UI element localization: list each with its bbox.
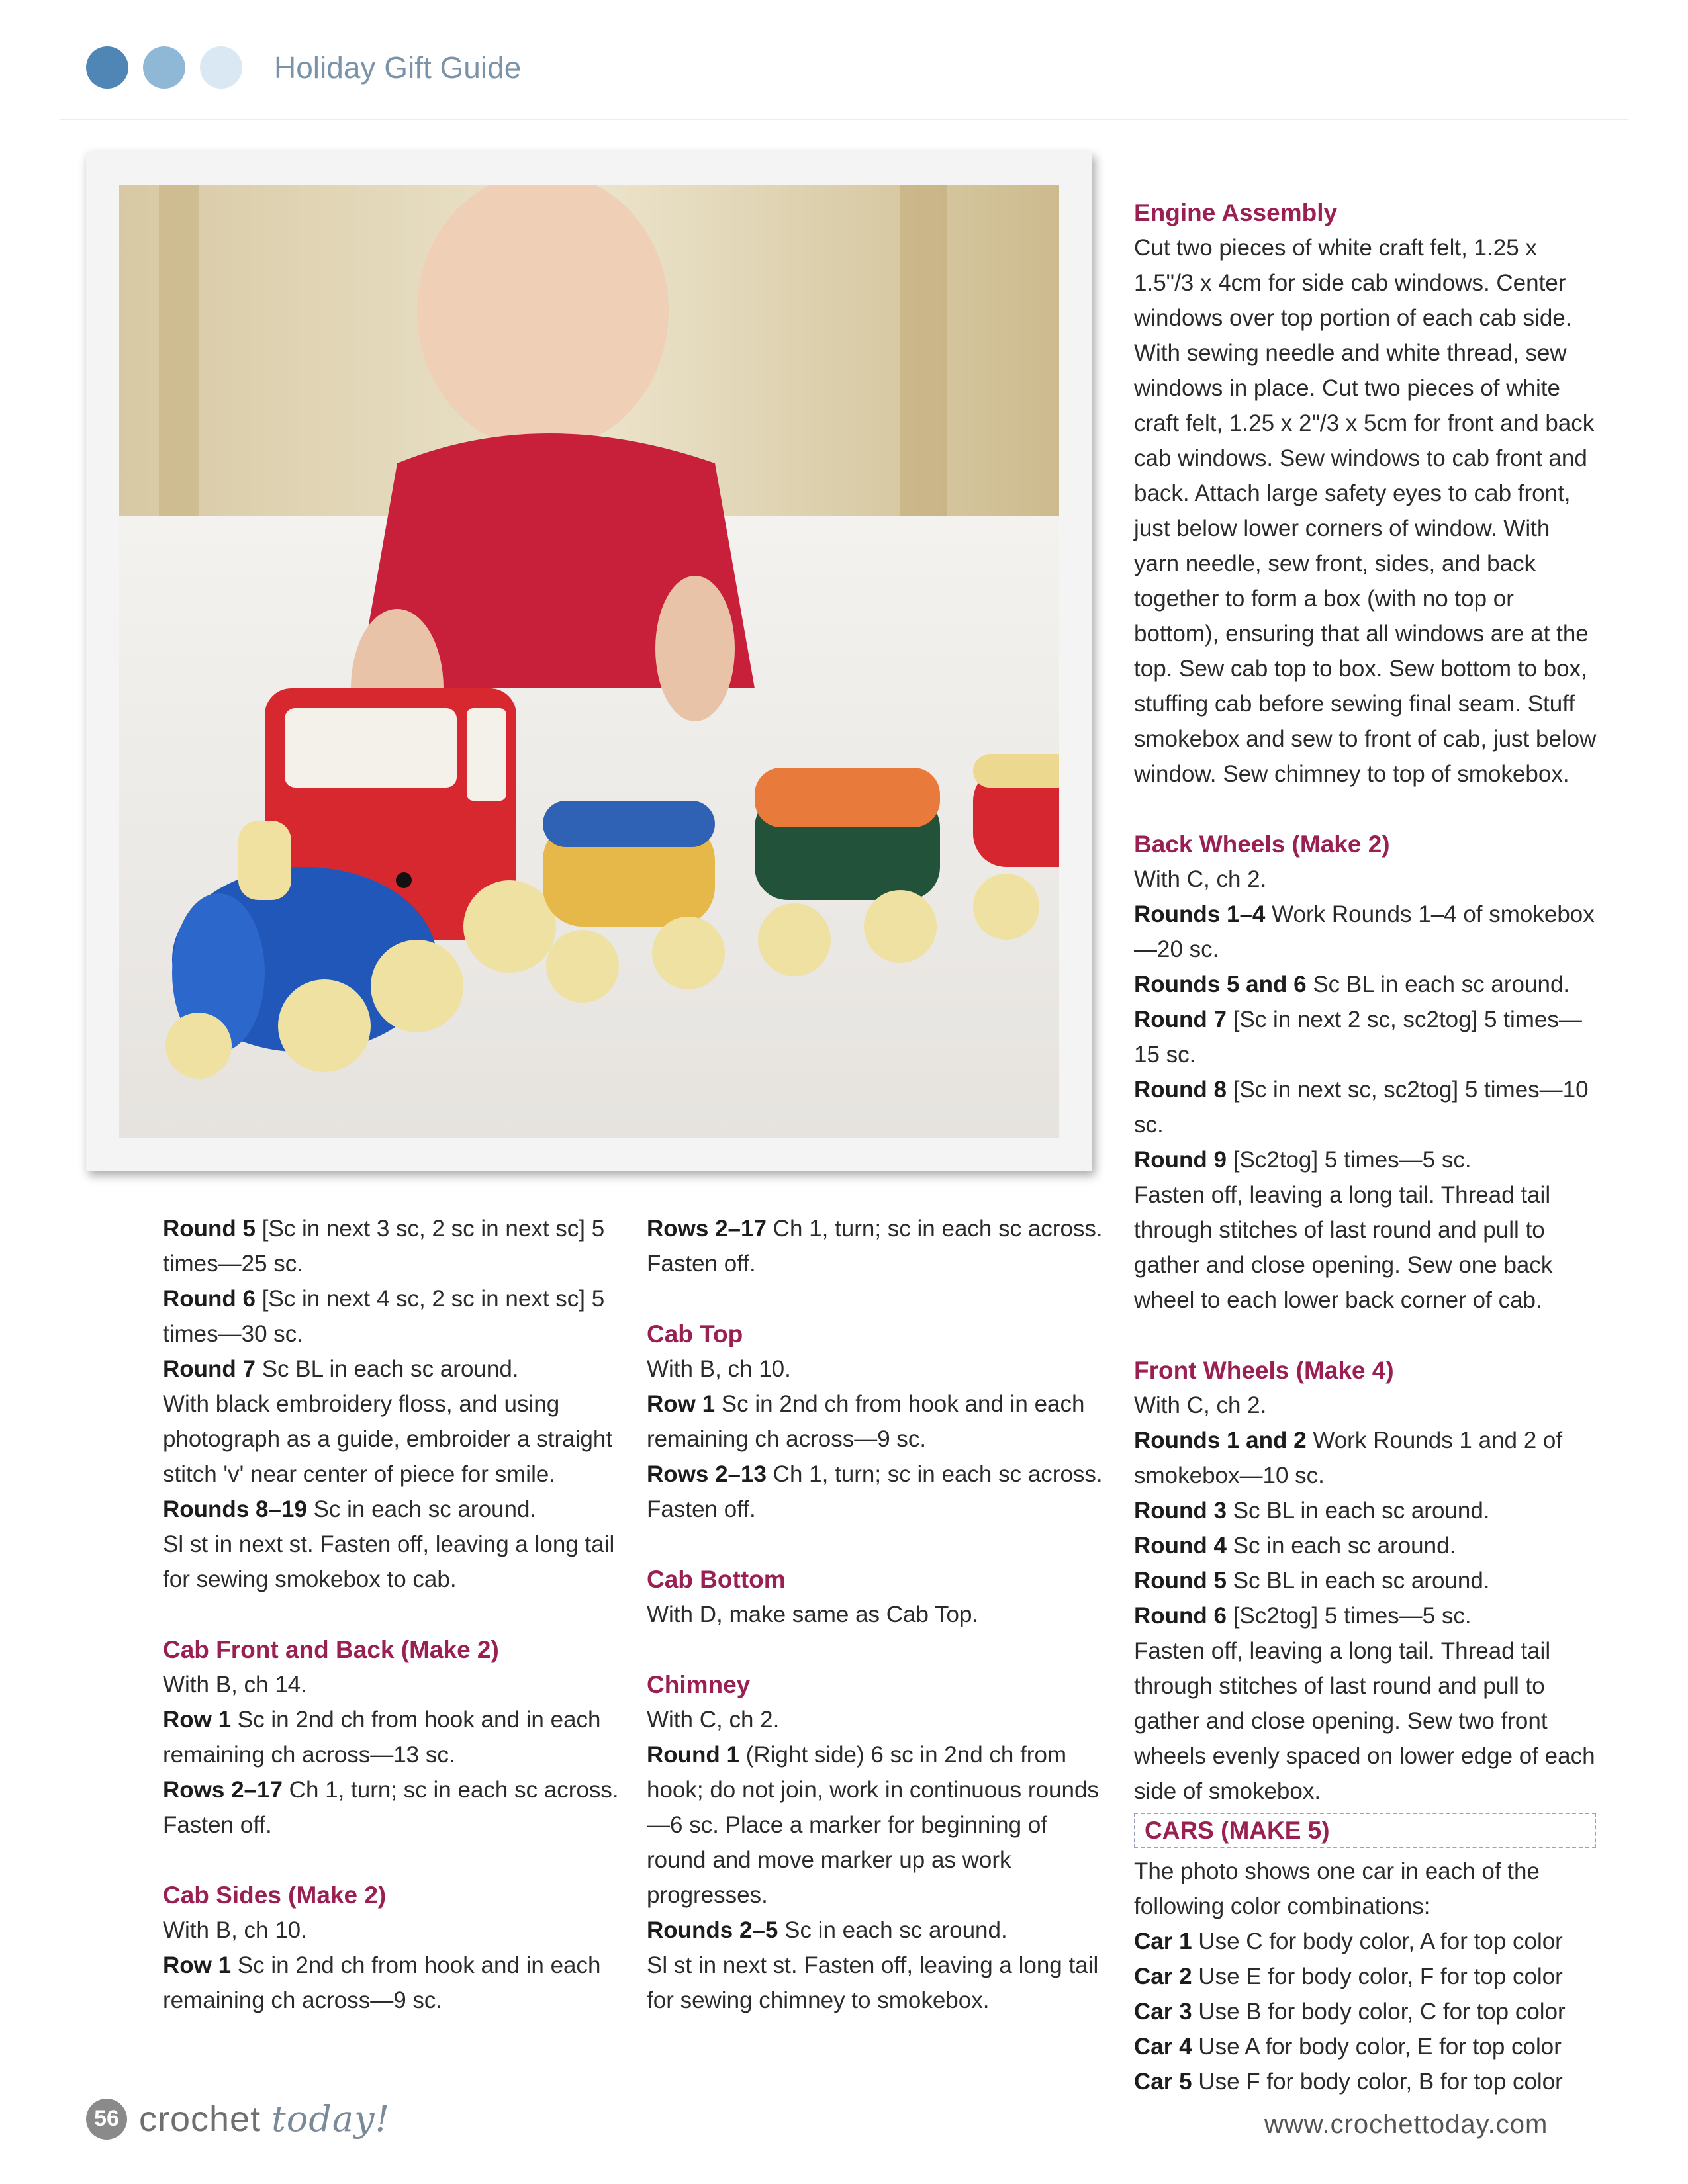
car-line: Car 5 Use F for body color, B for top color xyxy=(1134,2069,1563,2095)
instruction-line: Rows 2–13 Ch 1, turn; sc in each sc across. xyxy=(647,1461,1103,1487)
instruction-line: Round 8 [Sc in next sc, sc2tog] 5 times—10 sc. xyxy=(1134,1077,1589,1138)
car-line: Car 3 Use B for body color, C for top color xyxy=(1134,1999,1566,2025)
instruction-line: Round 6 [Sc2tog] 5 times—5 sc. xyxy=(1134,1603,1472,1629)
instruction-line: With C, ch 2. xyxy=(1134,866,1267,892)
instruction-line: Rounds 1–4 Work Rounds 1–4 of smokebox—20 sc. xyxy=(1134,901,1595,962)
instruction-line: Sl st in next st. Fasten off, leaving a long tail for sewing smokebox to cab. xyxy=(163,1531,615,1592)
section-heading: Cab Sides (Make 2) xyxy=(163,1882,387,1909)
instruction-line: Round 3 Sc BL in each sc around. xyxy=(1134,1498,1490,1524)
magazine-logo: crochet today! xyxy=(139,2098,391,2140)
train-photo xyxy=(119,185,1059,1138)
instruction-line: Fasten off. xyxy=(647,1251,756,1277)
car-line: Car 4 Use A for body color, E for top color xyxy=(1134,2034,1562,2060)
instruction-line: Fasten off. xyxy=(163,1812,272,1838)
header-dot-1 xyxy=(86,46,128,89)
instruction-line: Round 1 (Right side) 6 sc in 2nd ch from hook; do not join, work in continuous rounds—6 sc. Place a marker for beginning of round and move marker up as work progresses. xyxy=(647,1742,1099,1908)
section-heading: Chimney xyxy=(647,1671,751,1698)
page-number: 56 xyxy=(86,2099,127,2140)
instruction-line: Round 7 Sc BL in each sc around. xyxy=(163,1356,519,1382)
instruction-line: With D, make same as Cab Top. xyxy=(647,1602,979,1627)
instruction-line: Round 9 [Sc2tog] 5 times—5 sc. xyxy=(1134,1147,1472,1173)
car-line: Car 2 Use E for body color, F for top color xyxy=(1134,1964,1563,1989)
instruction-line: Round 4 Sc in each sc around. xyxy=(1134,1533,1456,1559)
photo-frame xyxy=(86,152,1092,1171)
instruction-line: With black embroidery floss, and using photograph as a guide, embroider a straight stitch 'v' near center of piece for smile. xyxy=(163,1391,613,1487)
instruction-line: Rounds 8–19 Sc in each sc around. xyxy=(163,1496,537,1522)
section-title: Holiday Gift Guide xyxy=(274,50,522,85)
instruction-line: With B, ch 14. xyxy=(163,1672,307,1698)
column-2 xyxy=(647,1211,1110,2018)
instruction-line: Rows 2–17 Ch 1, turn; sc in each sc across. xyxy=(647,1216,1103,1242)
footer-brand xyxy=(86,2098,390,2140)
instruction-line: Fasten off, leaving a long tail. Thread tail through stitches of last round and pull to gather and close opening. Sew two front wheels evenly spaced on lower edge of each side of smokebox. xyxy=(1134,1638,1595,1804)
instruction-line: With B, ch 10. xyxy=(163,1917,307,1943)
instruction-line: With B, ch 10. xyxy=(647,1356,791,1382)
instruction-line: With C, ch 2. xyxy=(1134,1392,1267,1418)
car-line: Car 1 Use C for body color, A for top color xyxy=(1134,1929,1563,1954)
column-3 xyxy=(1134,195,1597,2099)
section-heading: Cab Top xyxy=(647,1320,743,1347)
section-heading: Engine Assembly xyxy=(1134,199,1338,226)
instruction-line: Row 1 Sc in 2nd ch from hook and in each remaining ch across—9 sc. xyxy=(647,1391,1085,1452)
header-divider xyxy=(60,119,1628,120)
section-heading: Back Wheels (Make 2) xyxy=(1134,831,1390,858)
section-heading: Front Wheels (Make 4) xyxy=(1134,1357,1394,1384)
section-heading: Cab Bottom xyxy=(647,1566,786,1593)
instruction-line: Row 1 Sc in 2nd ch from hook and in each remaining ch across—9 sc. xyxy=(163,1952,601,2013)
instruction-line: Round 5 [Sc in next 3 sc, 2 sc in next sc] 5 times—25 sc. xyxy=(163,1216,605,1277)
instruction-line: Fasten off. xyxy=(647,1496,756,1522)
page-header xyxy=(86,41,521,94)
instruction-line: Round 5 Sc BL in each sc around. xyxy=(1134,1568,1490,1594)
instruction-line: Rounds 5 and 6 Sc BL in each sc around. xyxy=(1134,972,1570,997)
instruction-line: Row 1 Sc in 2nd ch from hook and in each remaining ch across—13 sc. xyxy=(163,1707,601,1768)
instruction-line: Rounds 2–5 Sc in each sc around. xyxy=(647,1917,1008,1943)
section-heading: Cab Front and Back (Make 2) xyxy=(163,1636,499,1663)
instruction-line: Round 7 [Sc in next 2 sc, sc2tog] 5 times—15 sc. xyxy=(1134,1007,1582,1068)
instruction-paragraph: Cut two pieces of white craft felt, 1.25 x 1.5"/3 x 4cm for side cab windows. Center windows over top portion of each cab side. With sewing needle and white thread, sew windows in place. Cut two pieces of white craft felt, 1.25 x 2"/3 x 5cm for front and back cab windows. Sew windows to cab front and back. Attach large safety eyes to cab front, just below lower corners of window. With yarn needle, sew front, sides, and back together to form a box (with no top or bottom), ensuring that all windows are at the top. Sew cab top to box. Sew bottom to box, stuffing cab before sewing final seam. Stuff smokebox and sew to front of cab, just below window. Sew chimney to top of smokebox. xyxy=(1134,235,1597,787)
instruction-line: Sl st in next st. Fasten off, leaving a long tail for sewing chimney to smokebox. xyxy=(647,1952,1099,2013)
website-url[interactable]: www.crochettoday.com xyxy=(1264,2110,1548,2139)
header-dot-2 xyxy=(143,46,185,89)
header-dot-3 xyxy=(200,46,242,89)
instruction-line: Rounds 1 and 2 Work Rounds 1 and 2 of smokebox—10 sc. xyxy=(1134,1428,1563,1488)
instruction-line: Round 6 [Sc in next 4 sc, 2 sc in next sc] 5 times—30 sc. xyxy=(163,1286,605,1347)
column-1 xyxy=(163,1211,626,2018)
instruction-line: Rows 2–17 Ch 1, turn; sc in each sc across. xyxy=(163,1777,619,1803)
instruction-line: The photo shows one car in each of the following color combinations: xyxy=(1134,1858,1540,1919)
cars-heading-box: CARS (MAKE 5) xyxy=(1134,1813,1596,1848)
instruction-line: With C, ch 2. xyxy=(647,1707,780,1733)
instruction-line: Fasten off, leaving a long tail. Thread tail through stitches of last round and pull to gather and close opening. Sew one back wheel to each lower back corner of cab. xyxy=(1134,1182,1553,1313)
